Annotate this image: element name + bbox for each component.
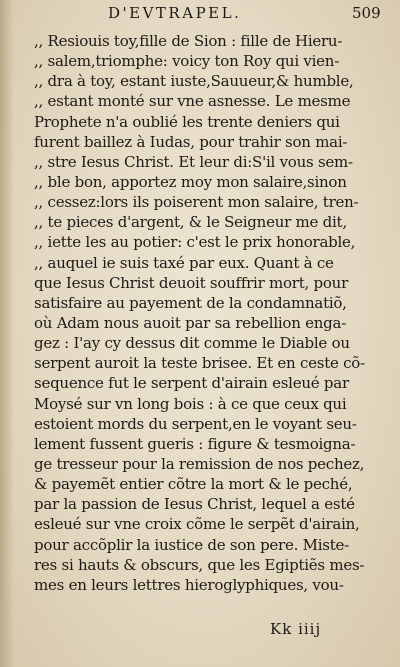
text-line: pour accõplir la iustice de son pere. Miste- bbox=[34, 535, 349, 554]
text-line: ,, salem,triomphe: voicy ton Roy qui vien- bbox=[34, 52, 340, 71]
text-line: ,, auquel ie suis taxé par eux. Quant à ce bbox=[34, 253, 334, 272]
page-number: 509 bbox=[352, 4, 381, 22]
text-line: ,, cessez:lors ils poiserent mon salaire, tren- bbox=[34, 193, 359, 212]
text-line: res si hauts & obscurs, que les Egiptiẽs mes- bbox=[34, 555, 365, 574]
text-line: serpent auroit la teste brisee. Et en ceste cõ- bbox=[34, 354, 365, 373]
text-line: furent baillez à Iudas, pour trahir son mai- bbox=[34, 132, 348, 151]
text-line: estoient mords du serpent,en le voyant seu- bbox=[34, 414, 357, 433]
page-header bbox=[0, 0, 400, 28]
text-line: Moysé sur vn long bois : à ce que ceux qui bbox=[34, 394, 347, 413]
text-line: ,, dra à toy, estant iuste,Sauueur,& humble, bbox=[34, 72, 354, 91]
text-line: ,, ble bon, apportez moy mon salaire,sinon bbox=[34, 172, 347, 191]
text-line: où Adam nous auoit par sa rebellion enga- bbox=[34, 313, 347, 332]
text-line: satisfaire au payement de la condamnatiõ, bbox=[34, 293, 347, 312]
text-line: ,, stre Iesus Christ. Et leur di:S'il vous sem- bbox=[34, 152, 353, 171]
text-line: esleué sur vne croix cõme le serpẽt d'airain, bbox=[34, 515, 360, 534]
text-line: sequence fut le serpent d'airain esleué par bbox=[34, 374, 349, 393]
text-line: & payemẽt entier cõtre la mort & le peché, bbox=[34, 475, 353, 494]
text-line: mes en leurs lettres hieroglyphiques, vou- bbox=[34, 575, 344, 594]
text-line: ,, estant monté sur vne asnesse. Le mesme bbox=[34, 92, 351, 111]
text-line: par la passion de Iesus Christ, lequel a esté bbox=[34, 495, 355, 514]
text-line: lement fussent gueris : figure & tesmoigna- bbox=[34, 434, 356, 453]
body-text bbox=[34, 31, 396, 595]
text-line: ,, iette les au potier: c'est le prix honorable, bbox=[34, 233, 356, 252]
text-line: Prophete n'a oublié les trente deniers qui bbox=[34, 112, 340, 131]
signature-mark: Kk iiij bbox=[270, 620, 322, 638]
text-line: que Iesus Christ deuoit souffrir mort, pour bbox=[34, 273, 348, 292]
running-head: D'EVTRAPEL. bbox=[108, 4, 242, 22]
text-line: ,, Resiouis toy,fille de Sion : fille de Hieru- bbox=[34, 32, 343, 50]
text-line: ,, te pieces d'argent, & le Seigneur me dit, bbox=[34, 213, 347, 232]
text-line: gez : I'ay cy dessus dit comme le Diable ou bbox=[34, 334, 350, 353]
text-line: ge tresseur pour la remission de nos pechez, bbox=[34, 454, 365, 473]
